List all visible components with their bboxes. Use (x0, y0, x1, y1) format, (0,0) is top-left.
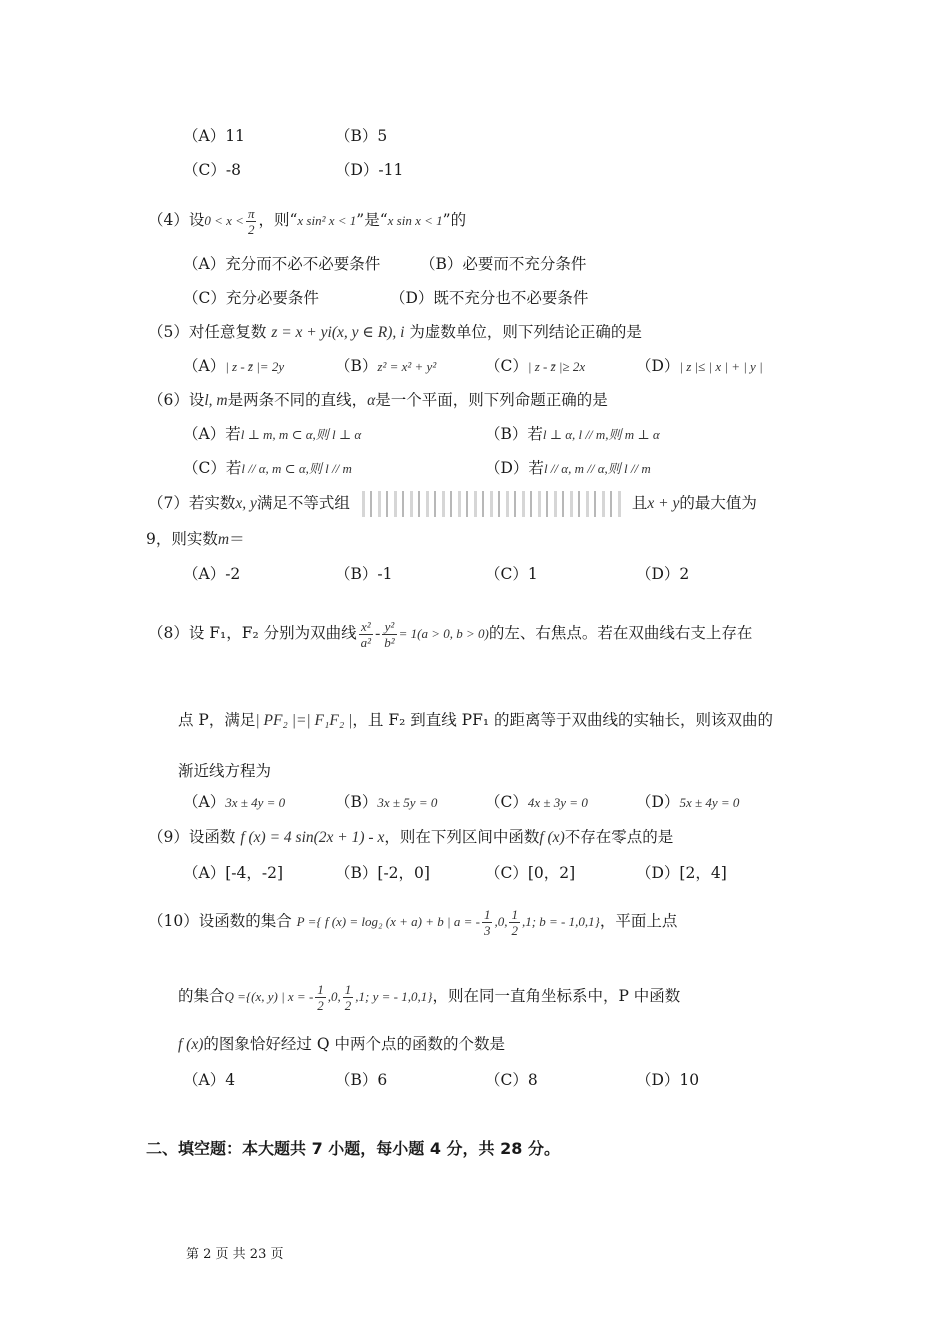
q7-option-a: （A）-2 (183, 565, 241, 583)
q5-option-a: （A）| z - z̄ |= 2y (183, 357, 285, 375)
q6-option-d: （D）若l // α, m // α,则 l // m (485, 459, 651, 477)
q8-option-a: （A）3x ± 4y = 0 (183, 793, 286, 811)
q10-option-a: （A）4 (183, 1071, 236, 1089)
q10-option-d: （D）10 (636, 1071, 700, 1089)
q4-option-c: （C）充分必要条件 (183, 289, 319, 307)
q6-option-c: （C）若l // α, m ⊂ α,则 l // m (183, 459, 352, 477)
q9-option-d: （D）[2，4] (636, 864, 727, 882)
q8-option-c: （C）4x ± 3y = 0 (485, 793, 588, 811)
q9-stem: （9）设函数 f (x) = 4 sin(2x + 1) - x，则在下列区间中函数f (x)不存在零点的是 (148, 828, 674, 846)
q7-option-c: （C）1 (485, 565, 538, 583)
q3-option-b: （B）5 (335, 127, 388, 145)
q4-option-d: （D）既不充分也不必要条件 (390, 289, 589, 307)
q4-option-b: （B）必要而不充分条件 (420, 255, 587, 273)
q7-stem-cont: 9，则实数m＝ (146, 530, 245, 548)
q10-stem: （10）设函数的集合 P ={ f (x) = log₂ (x + a) + b | a = - $\frac{1}{3}$ ,0, $\frac{1}{2}$ ,1; b = - 1,0,1}，平面上点 (148, 906, 678, 938)
q6-option-b: （B）若l ⊥ α, l // m,则 m ⊥ α (485, 425, 660, 443)
q3-option-d: （D）-11 (335, 161, 404, 179)
q5-option-c: （C）| z - z̄ |≥ 2x (485, 357, 586, 375)
q8-option-d: （D）5x ± 4y = 0 (636, 793, 740, 811)
q3-option-a: （A）11 (183, 127, 245, 145)
q10-option-c: （C）8 (485, 1071, 538, 1089)
q5-option-b: （B）z² = x² + y² (335, 357, 437, 375)
inequality-system-image (356, 491, 626, 517)
q3-option-c: （C）-8 (183, 161, 241, 179)
q9-option-a: （A）[-4，-2] (183, 864, 283, 882)
q7-stem: （7）若实数x, y满足不等式组 且x + y的最大值为 (148, 490, 757, 517)
q7-option-d: （D）2 (636, 565, 690, 583)
section-heading: 二、填空题：本大题共 7 小题，每小题 4 分，共 28 分。 (146, 1139, 560, 1158)
q8-stem-line3: 渐近线方程为 (178, 762, 272, 780)
q10-stem-line3: f (x)的图象恰好经过 Q 中两个点的函数的个数是 (178, 1035, 505, 1053)
page-footer: 第 2 页 共 23 页 (186, 1247, 284, 1262)
q10-stem-line2: 的集合Q ={(x, y) | x = - $\frac{1}{2}$ ,0, $\frac{1}{2}$ ,1; y = - 1,0,1}，则在同一直角坐标系中，P 中函数 (178, 981, 681, 1013)
q4-option-a: （A）充分而不必不必要条件 (183, 255, 381, 273)
q8-stem: （8）设 F₁，F₂ 分别为双曲线 $\frac{\text{x²}}{\text{a²}}$ - $\frac{\text{y²}}{\text{b²}}$ = 1(a > 0, b > 0)的左、右焦点。若在双曲线右支上存在 (148, 618, 753, 650)
q6-stem: （6）设l, m是两条不同的直线，α是一个平面，则下列命题正确的是 (148, 391, 608, 409)
q9-option-b: （B）[-2，0] (335, 864, 430, 882)
q8-option-b: （B）3x ± 5y = 0 (335, 793, 438, 811)
q6-option-a: （A）若l ⊥ m, m ⊂ α,则 l ⊥ α (183, 425, 362, 443)
q7-option-b: （B）-1 (335, 565, 393, 583)
q5-option-d: （D）| z |≤ | x | + | y | (636, 357, 763, 375)
q9-option-c: （C）[0，2] (485, 864, 576, 882)
q4-stem: （4）设0 < x < $\frac{\pi}{2}$ ，则“x sin² x < 1”是“x sin x < 1”的 (148, 205, 467, 237)
q8-stem-line2: 点 P，满足| PF₂ |=| F₁F₂ |，且 F₂ 到直线 PF₁ 的距离等于双曲线的实轴长，则该双曲的 (178, 711, 773, 729)
q10-option-b: （B）6 (335, 1071, 388, 1089)
q5-stem: （5）对任意复数 z = x + yi(x, y ∈ R), i 为虚数单位，则下列结论正确的是 (148, 323, 642, 341)
